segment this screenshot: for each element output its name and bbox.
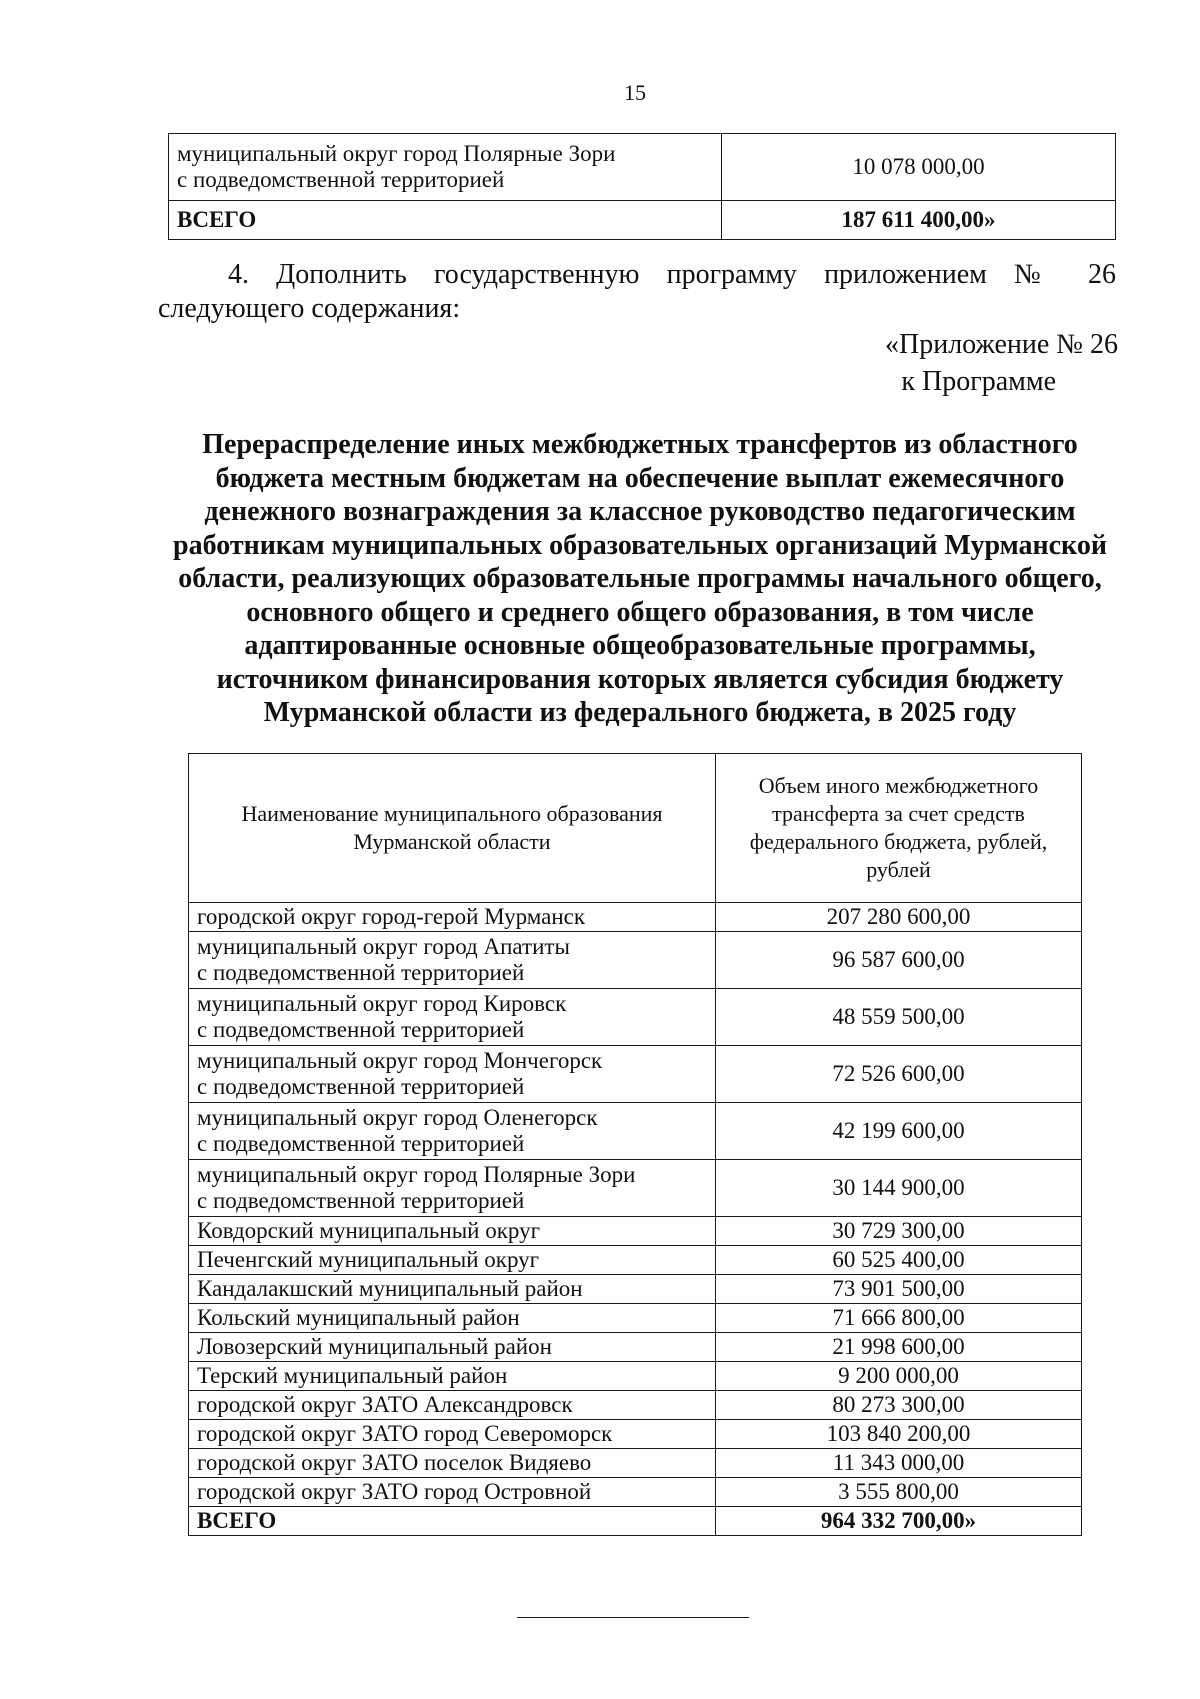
page-number: 15 bbox=[624, 80, 646, 105]
amount-cell: 30 144 900,00 bbox=[716, 1160, 1082, 1217]
amount-cell: 10 078 000,00 bbox=[722, 134, 1116, 201]
amount-cell: 207 280 600,00 bbox=[716, 903, 1082, 932]
table-row bbox=[189, 903, 1082, 932]
heading-line: бюджета местным бюджетам на обеспечение выплат ежемесячного bbox=[215, 462, 1065, 494]
heading-line: адаптированные основные общеобразовательные программы, bbox=[244, 630, 1036, 661]
table-row bbox=[189, 1420, 1082, 1449]
municipality-name-cell bbox=[189, 1046, 716, 1103]
municipality-name-cell bbox=[189, 1160, 716, 1217]
municipality-name-cell bbox=[189, 1449, 716, 1478]
table-row bbox=[189, 932, 1082, 989]
end-rule bbox=[517, 1617, 749, 1618]
table-row bbox=[189, 1304, 1082, 1333]
municipality-name: городской округ ЗАТО город Североморск bbox=[197, 1421, 613, 1446]
municipality-name-cell bbox=[189, 989, 716, 1046]
municipality-name: муниципальный округ город Мончегорск bbox=[197, 1048, 603, 1073]
municipality-name: муниципальный округ город Оленегорск bbox=[197, 1105, 598, 1130]
table-row bbox=[169, 134, 1116, 201]
municipality-name: Терский муниципальный район bbox=[197, 1363, 508, 1388]
municipality-name-cell bbox=[189, 1362, 716, 1391]
continuation-table bbox=[168, 133, 1116, 240]
municipality-name-cell bbox=[189, 1275, 716, 1304]
amount-cell: 30 729 300,00 bbox=[716, 1217, 1082, 1246]
header-amount bbox=[716, 754, 1082, 903]
amount-cell: 60 525 400,00 bbox=[716, 1246, 1082, 1275]
municipality-name-suffix: с подведомственной территорией bbox=[197, 1131, 525, 1156]
appendix-label bbox=[700, 326, 1118, 400]
table-row bbox=[189, 1246, 1082, 1275]
header-text: рублей bbox=[866, 857, 931, 882]
table-row bbox=[189, 1217, 1082, 1246]
table-row bbox=[189, 1046, 1082, 1103]
table-header-row bbox=[189, 754, 1082, 903]
header-text: федерального бюджета, рублей, bbox=[749, 829, 1048, 854]
amount-cell: 103 840 200,00 bbox=[716, 1420, 1082, 1449]
municipality-name: Печенгский муниципальный округ bbox=[197, 1247, 540, 1272]
municipality-name: городской округ город-герой Мурманск bbox=[197, 904, 586, 929]
amendment-paragraph bbox=[158, 258, 1116, 326]
municipality-name-cell bbox=[189, 1304, 716, 1333]
appendix-line-2: к Программе bbox=[901, 366, 1056, 397]
municipality-name: Ловозерский муниципальный район bbox=[197, 1334, 552, 1359]
table-row bbox=[189, 1275, 1082, 1304]
total-amount: 964 332 700,00» bbox=[716, 1507, 1082, 1536]
municipality-name-cell bbox=[169, 134, 722, 201]
municipality-name: Ковдорский муниципальный округ bbox=[197, 1218, 541, 1243]
table-row bbox=[189, 1103, 1082, 1160]
municipality-name-suffix: с подведомственной территорией bbox=[197, 1017, 525, 1042]
heading-line: основного общего и среднего общего образования, в том числе bbox=[246, 596, 1034, 628]
municipality-name: Кольский муниципальный район bbox=[197, 1305, 520, 1330]
amount-cell: 21 998 600,00 bbox=[716, 1333, 1082, 1362]
amount-cell: 73 901 500,00 bbox=[716, 1275, 1082, 1304]
paragraph-line-1: 4. Дополнить государственную программу приложением № 26 bbox=[228, 259, 1116, 290]
header-text: Мурманской области bbox=[353, 829, 551, 854]
table-row bbox=[189, 1449, 1082, 1478]
amount-cell: 48 559 500,00 bbox=[716, 989, 1082, 1046]
amount-cell: 71 666 800,00 bbox=[716, 1304, 1082, 1333]
municipality-name: городской округ ЗАТО город Островной bbox=[197, 1479, 592, 1504]
distribution-table bbox=[188, 753, 1082, 1536]
table-row bbox=[189, 1362, 1082, 1391]
total-label: ВСЕГО bbox=[189, 1507, 716, 1536]
total-row bbox=[169, 201, 1116, 240]
table-row bbox=[189, 1391, 1082, 1420]
municipality-name-suffix: с подведомственной территорией bbox=[197, 1074, 525, 1099]
municipality-name: Кандалакшский муниципальный район bbox=[197, 1276, 583, 1301]
heading-line: области, реализующих образовательные программы начального общего, bbox=[178, 563, 1102, 594]
amount-cell: 3 555 800,00 bbox=[716, 1478, 1082, 1507]
municipality-name-suffix: с подведомственной территорией bbox=[177, 167, 505, 192]
header-text: Объем иного межбюджетного bbox=[758, 773, 1039, 798]
municipality-name: муниципальный округ город Полярные Зори bbox=[177, 141, 616, 166]
municipality-name: городской округ ЗАТО Александровск bbox=[197, 1392, 573, 1417]
amount-cell: 72 526 600,00 bbox=[716, 1046, 1082, 1103]
municipality-name-suffix: с подведомственной территорией bbox=[197, 1188, 525, 1213]
header-text: трансферта за счет средств bbox=[772, 801, 1025, 826]
header-text: Наименование муниципального образования bbox=[241, 801, 663, 826]
table-body bbox=[189, 903, 1082, 1507]
header-municipality bbox=[189, 754, 716, 903]
municipality-name: муниципальный округ город Кировск bbox=[197, 991, 567, 1016]
heading-line: Перераспределение иных межбюджетных трансфертов из областного bbox=[202, 429, 1078, 460]
heading-line: денежного вознаграждения за классное руководство педагогическим bbox=[204, 496, 1076, 527]
paragraph-line-2: следующего содержания: bbox=[158, 293, 461, 324]
table-row bbox=[189, 1333, 1082, 1362]
municipality-name-cell bbox=[189, 1217, 716, 1246]
municipality-name: городской округ ЗАТО поселок Видяево bbox=[197, 1450, 592, 1475]
municipality-name: муниципальный округ город Полярные Зори bbox=[197, 1162, 636, 1187]
table-row bbox=[189, 989, 1082, 1046]
municipality-name: муниципальный округ город Апатиты bbox=[197, 934, 570, 959]
heading-line: источником финансирования которых является субсидия бюджету bbox=[216, 663, 1064, 695]
municipality-name-suffix: с подведомственной территорией bbox=[197, 960, 525, 985]
document-heading bbox=[150, 428, 1130, 730]
amount-cell: 9 200 000,00 bbox=[716, 1362, 1082, 1391]
municipality-name-cell bbox=[189, 1246, 716, 1275]
heading-line: работникам муниципальных образовательных организаций Мурманской bbox=[173, 529, 1107, 561]
appendix-line-1: «Приложение № 26 bbox=[885, 329, 1118, 360]
heading-line: Мурманской области из федерального бюджета, в 2025 году bbox=[263, 697, 1017, 728]
amount-cell: 42 199 600,00 bbox=[716, 1103, 1082, 1160]
municipality-name-cell bbox=[189, 1103, 716, 1160]
total-amount: 187 611 400,00» bbox=[722, 201, 1116, 240]
municipality-name-cell bbox=[189, 903, 716, 932]
amount-cell: 96 587 600,00 bbox=[716, 932, 1082, 989]
amount-cell: 80 273 300,00 bbox=[716, 1391, 1082, 1420]
total-row bbox=[189, 1507, 1082, 1536]
table-row bbox=[189, 1478, 1082, 1507]
municipality-name-cell bbox=[189, 932, 716, 989]
municipality-name-cell bbox=[189, 1333, 716, 1362]
municipality-name-cell bbox=[189, 1420, 716, 1449]
total-label: ВСЕГО bbox=[169, 201, 722, 240]
municipality-name-cell bbox=[189, 1478, 716, 1507]
amount-cell: 11 343 000,00 bbox=[716, 1449, 1082, 1478]
municipality-name-cell bbox=[189, 1391, 716, 1420]
table-row bbox=[189, 1160, 1082, 1217]
